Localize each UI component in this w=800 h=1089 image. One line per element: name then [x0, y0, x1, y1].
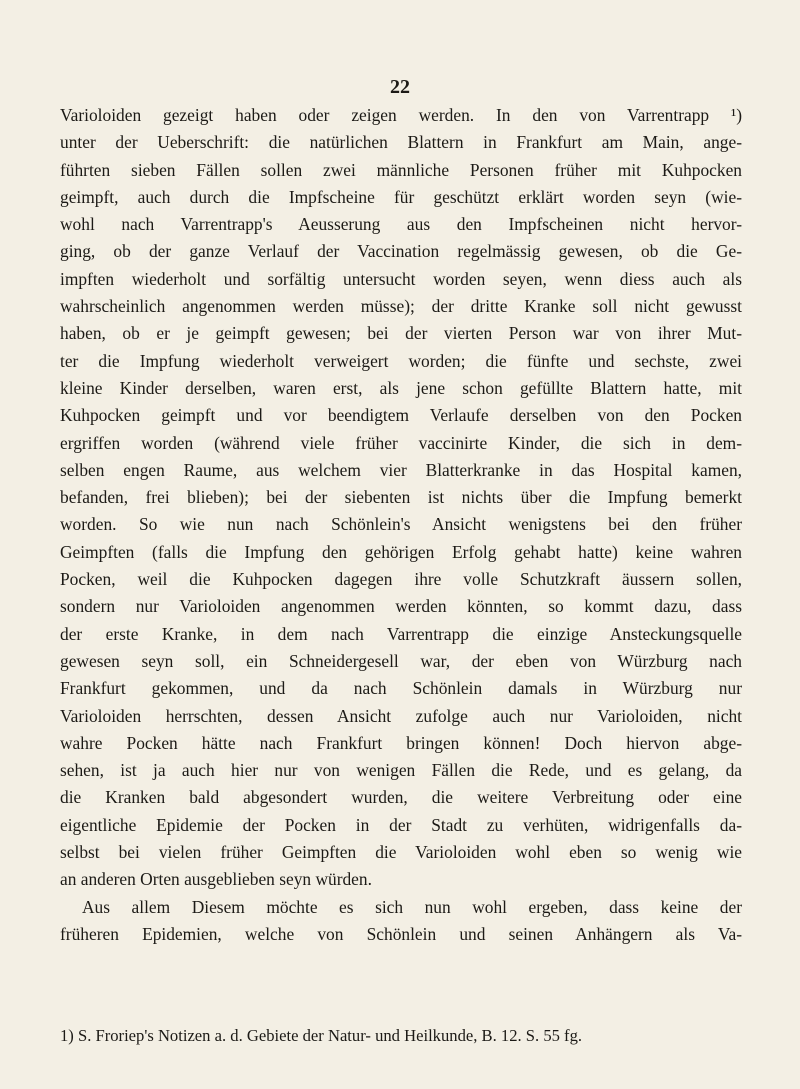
text-line: sehen, ist ja auch hier nur von wenigen Fällen die Rede, und es gelang, da [60, 760, 742, 781]
text-line: Geimpften (falls die Impfung den gehörigen Erfolg gehabt hatte) keine wahren [60, 541, 742, 562]
text-line: kleine Kinder derselben, waren erst, als jene schon gefüllte Blattern hatte, mit [60, 377, 742, 398]
text-line: an anderen Orten ausgeblieben seyn würden. [60, 869, 372, 890]
text-line: ging, ob der ganze Verlauf der Vaccination regelmässig gewesen, ob die Ge- [60, 241, 742, 262]
text-line: Varioloiden herrschten, dessen Ansicht zufolge auch nur Varioloiden, nicht [60, 705, 742, 726]
text-line: Kuhpocken geimpft und vor beendigtem Verlaufe derselben von den Pocken [60, 405, 742, 426]
text-line: worden. So wie nun nach Schönlein's Ansicht wenigstens bei den früher [60, 514, 742, 535]
text-line: früheren Epidemien, welche von Schönlein und seinen Anhängern als Va- [60, 923, 742, 944]
text-line: die Kranken bald abgesondert wurden, die weitere Verbreitung oder eine [60, 787, 742, 808]
text-line: Varioloiden gezeigt haben oder zeigen werden. In den von Varrentrapp ¹) [60, 105, 742, 125]
footnote: 1) S. Froriep's Notizen a. d. Gebiete der Natur- und Heilkunde, B. 12. S. 55 fg. [60, 1026, 583, 1045]
text-line: haben, ob er je geimpft gewesen; bei der vierten Person war von ihrer Mut- [60, 323, 742, 344]
text-line: der erste Kranke, in dem nach Varrentrapp die einzige Ansteckungsquelle [60, 623, 742, 644]
text-line: ergriffen worden (während viele früher vaccinirte Kinder, die sich in dem- [60, 432, 742, 453]
text-line: Pocken, weil die Kuhpocken dagegen ihre volle Schutzkraft äussern sollen, [60, 569, 742, 590]
text-line: wahrscheinlich angenommen werden müsse); der dritte Kranke soll nicht gewusst [60, 296, 742, 317]
text-line: geimpft, auch durch die Impfscheine für geschützt erklärt worden seyn (wie- [60, 186, 742, 207]
text-line: wohl nach Varrentrapp's Aeusserung aus den Impfscheinen nicht hervor- [60, 214, 742, 235]
text-line: gewesen seyn soll, ein Schneidergesell war, der eben von Würzburg nach [60, 650, 742, 671]
text-line: eigentliche Epidemie der Pocken in der Stadt zu verhüten, widrigenfalls da- [60, 814, 742, 835]
text-line: selbst bei vielen früher Geimpften die Varioloiden wohl eben so wenig wie [60, 842, 742, 863]
body-text [60, 102, 742, 948]
text-line: unter der Ueberschrift: die natürlichen Blattern in Frankfurt am Main, ange- [60, 132, 742, 153]
text-line: sondern nur Varioloiden angenommen werden könnten, so kommt dazu, dass [60, 596, 742, 617]
text-line: Frankfurt gekommen, und da nach Schönlein damals in Würzburg nur [60, 678, 742, 699]
text-line: ter die Impfung wiederholt verweigert worden; die fünfte und sechste, zwei [60, 350, 742, 371]
page-number: 22 [390, 76, 410, 98]
text-line: befanden, frei blieben); bei der siebenten ist nichts über die Impfung bemerkt [60, 487, 742, 508]
text-line: wahre Pocken hätte nach Frankfurt bringen können! Doch hiervon abge- [60, 732, 742, 753]
text-line: selben engen Raume, aus welchem vier Blatterkranke in das Hospital kamen, [60, 459, 742, 480]
text-line: Aus allem Diesem möchte es sich nun wohl ergeben, dass keine der [82, 896, 742, 917]
text-line: führten sieben Fällen sollen zwei männliche Personen früher mit Kuhpocken [60, 159, 742, 180]
text-line: impften wiederholt und sorfältig untersucht worden seyen, wenn diess auch als [60, 268, 742, 289]
